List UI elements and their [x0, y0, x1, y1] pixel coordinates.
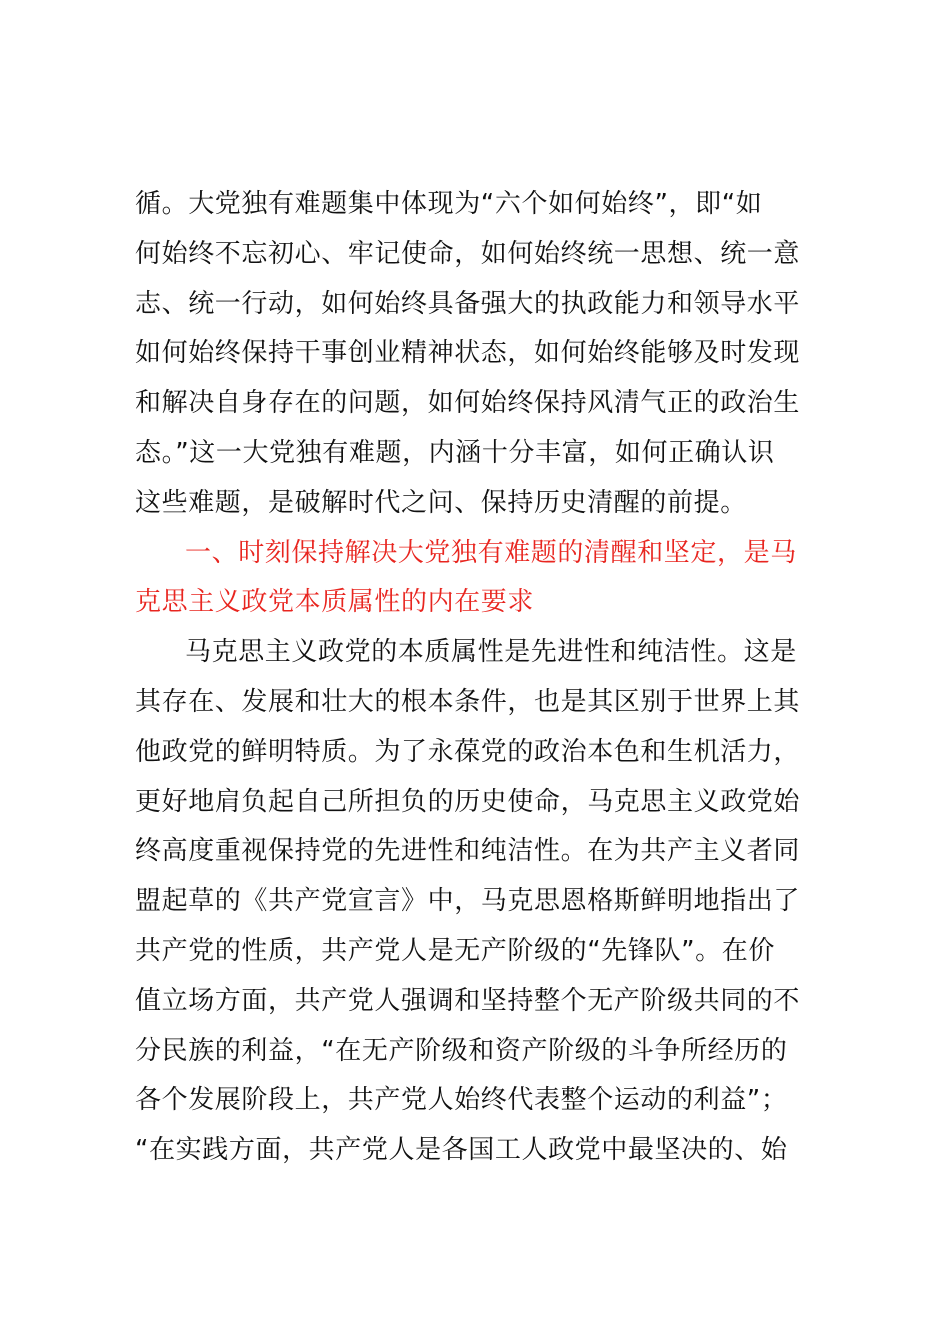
- text-line: 循。大党独有难题集中体现为“六个如何始终”，即“如: [135, 189, 763, 219]
- text-line: 其存在、发展和壮大的根本条件，也是其区别于世界上其: [135, 686, 801, 717]
- text-line: 志、统一行动，如何始终具备强大的执政能力和领导水平: [135, 288, 801, 319]
- text-line: 如何始终保持干事创业精神状态，如何始终能够及时发现: [135, 338, 801, 369]
- document-body: [135, 180, 830, 1176]
- text-line: 和解决自身存在的问题，如何始终保持风清气正的政治生: [135, 388, 801, 419]
- text-line: 共产党的性质，共产党人是无产阶级的“先锋队”。在价: [135, 935, 775, 966]
- heading-line: 克思主义政党本质属性的内在要求: [135, 587, 535, 618]
- text-line: 各个发展阶段上，共产党人始终代表整个运动的利益”；: [135, 1085, 788, 1116]
- text-line: 马克思主义政党的本质属性是先进性和纯洁性。这是: [185, 637, 797, 668]
- text-line: 态。”这一大党独有难题，内涵十分丰富，如何正确认识: [135, 437, 775, 468]
- paragraph-continuation: [135, 180, 830, 529]
- heading-line: 一、时刻保持解决大党独有难题的清醒和坚定，是马: [185, 537, 797, 568]
- text-line: 盟起草的《共产党宣言》中，马克思恩格斯鲜明地指出了: [135, 886, 801, 917]
- text-line: 他政党的鲜明特质。为了永葆党的政治本色和生机活力，: [135, 736, 801, 767]
- text-line: 这些难题，是破解时代之问、保持历史清醒的前提。: [135, 487, 747, 518]
- paragraph: [135, 628, 830, 1176]
- text-line: 何始终不忘初心、牢记使命，如何始终统一思想、统一意: [135, 238, 801, 269]
- text-line: 更好地肩负起自己所担负的历史使命，马克思主义政党始: [135, 786, 801, 817]
- text-line: “在实践方面，共产党人是各国工人政党中最坚决的、始: [135, 1135, 788, 1166]
- text-line: 值立场方面，共产党人强调和坚持整个无产阶级共同的不: [135, 985, 801, 1016]
- text-line: 终高度重视保持党的先进性和纯洁性。在为共产主义者同: [135, 836, 801, 867]
- text-line: 分民族的利益，“在无产阶级和资产阶级的斗争所经历的: [135, 1035, 788, 1066]
- section-heading: [135, 529, 830, 629]
